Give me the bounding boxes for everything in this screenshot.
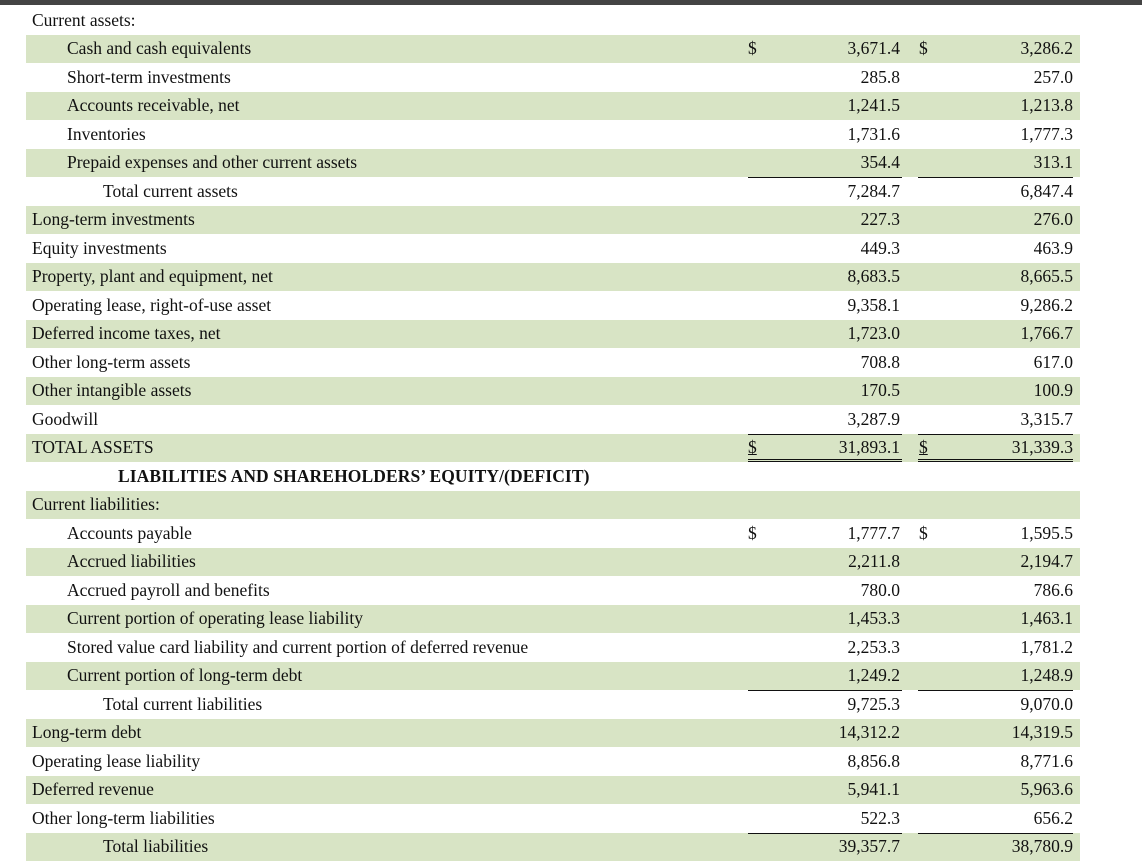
table-row-operating-lease-right-of-use-asset [26,291,1080,320]
row-label: Other long-term liabilities [32,804,215,833]
section-heading: LIABILITIES AND SHAREHOLDERS’ EQUITY/(DEFICIT) [118,462,590,491]
row-label: Operating lease, right-of-use asset [32,291,271,320]
row-label: Short-term investments [67,63,231,92]
row-label: Current portion of operating lease liability [67,605,363,634]
value-col1: 1,249.2 [770,662,900,691]
table-row-short-term-investments [26,63,1080,92]
row-label: Accrued payroll and benefits [67,576,270,605]
value-col1: 1,777.7 [770,519,900,548]
value-col2: 100.9 [939,377,1073,406]
table-row-other-long-term-liabilities [26,804,1080,833]
value-col1: 522.3 [770,804,900,833]
value-col1: 3,287.9 [770,405,900,434]
value-col2: 8,771.6 [939,747,1073,776]
subtotal-rule [748,690,902,691]
value-col1: 9,358.1 [770,291,900,320]
value-col2: 1,595.5 [939,519,1073,548]
currency-symbol-col2: $ [919,35,937,64]
currency-symbol-col1: $ [748,35,766,64]
balance-sheet-table [26,6,1080,861]
row-label: Accounts receivable, net [67,92,240,121]
row-label: Other intangible assets [32,377,191,406]
table-row-liabilities-and-shareholders-equity-deficit [26,462,1080,491]
row-label: Operating lease liability [32,747,200,776]
table-row-accrued-payroll-and-benefits [26,576,1080,605]
value-col2: 257.0 [939,63,1073,92]
value-col2: 3,286.2 [939,35,1073,64]
table-row-current-portion-of-long-term-debt [26,662,1080,691]
row-label: Total current liabilities [103,690,262,719]
row-label: Inventories [67,120,146,149]
row-label: Total liabilities [103,833,208,861]
value-col2: 2,194.7 [939,548,1073,577]
table-row-cash-and-cash-equivalents [26,35,1080,64]
table-row-total-assets [26,434,1080,463]
table-row-property-plant-and-equipment-net [26,263,1080,292]
table-row-goodwill [26,405,1080,434]
subtotal-rule [748,177,902,178]
value-col2: 276.0 [939,206,1073,235]
table-row-inventories [26,120,1080,149]
table-row-total-liabilities [26,833,1080,861]
value-col1: 9,725.3 [770,690,900,719]
row-label: Deferred income taxes, net [32,320,221,349]
value-col2: 3,315.7 [939,405,1073,434]
value-col1: 31,893.1 [770,434,900,463]
value-col2: 14,319.5 [939,719,1073,748]
table-row-other-intangible-assets [26,377,1080,406]
row-label: Property, plant and equipment, net [32,263,273,292]
currency-symbol-col2: $ [919,434,937,463]
value-col1: 2,211.8 [770,548,900,577]
table-row-current-portion-of-operating-lease-liability [26,605,1080,634]
currency-symbol-col1: $ [748,434,766,463]
subtotal-rule [918,177,1073,178]
row-label: Prepaid expenses and other current assets [67,149,357,178]
table-row-accounts-receivable-net [26,92,1080,121]
subtotal-rule [748,833,902,834]
value-col1: 8,856.8 [770,747,900,776]
subtotal-rule [918,690,1073,691]
value-col2: 617.0 [939,348,1073,377]
row-label: Other long-term assets [32,348,190,377]
value-col1: 2,253.3 [770,633,900,662]
table-row-current-liabilities [26,491,1080,520]
table-row-total-current-assets [26,177,1080,206]
value-col1: 354.4 [770,149,900,178]
table-row-operating-lease-liability [26,747,1080,776]
value-col2: 5,963.6 [939,776,1073,805]
table-row-current-assets [26,6,1080,35]
row-label: Equity investments [32,234,167,263]
value-col2: 9,286.2 [939,291,1073,320]
table-row-long-term-debt [26,719,1080,748]
row-label: Accrued liabilities [67,548,196,577]
row-label: Goodwill [32,405,98,434]
value-col2: 463.9 [939,234,1073,263]
table-row-long-term-investments [26,206,1080,235]
row-label: TOTAL ASSETS [32,434,154,463]
value-col1: 449.3 [770,234,900,263]
value-col1: 1,453.3 [770,605,900,634]
value-col1: 708.8 [770,348,900,377]
subtotal-rule [918,434,1073,435]
table-row-total-current-liabilities [26,690,1080,719]
value-col2: 1,248.9 [939,662,1073,691]
table-row-stored-value-card-liability-and-current-portion-of [26,633,1080,662]
value-col2: 8,665.5 [939,263,1073,292]
row-label: Total current assets [103,177,238,206]
row-label: Long-term investments [32,206,195,235]
row-label: Accounts payable [67,519,192,548]
value-col1: 5,941.1 [770,776,900,805]
value-col2: 9,070.0 [939,690,1073,719]
value-col1: 227.3 [770,206,900,235]
subtotal-rule [918,833,1073,834]
value-col1: 1,731.6 [770,120,900,149]
value-col2: 1,213.8 [939,92,1073,121]
value-col1: 285.8 [770,63,900,92]
row-label: Deferred revenue [32,776,154,805]
value-col1: 3,671.4 [770,35,900,64]
value-col2: 1,781.2 [939,633,1073,662]
value-col2: 1,777.3 [939,120,1073,149]
top-border [0,0,1142,5]
subtotal-rule [748,434,902,435]
row-label: Current portion of long-term debt [67,662,302,691]
table-row-deferred-revenue [26,776,1080,805]
value-col2: 786.6 [939,576,1073,605]
value-col1: 7,284.7 [770,177,900,206]
row-label: Current assets: [32,6,136,35]
table-row-other-long-term-assets [26,348,1080,377]
row-label: Current liabilities: [32,491,160,520]
value-col1: 39,357.7 [770,833,900,861]
currency-symbol-col2: $ [919,519,937,548]
value-col1: 1,723.0 [770,320,900,349]
value-col2: 656.2 [939,804,1073,833]
value-col1: 170.5 [770,377,900,406]
value-col2: 31,339.3 [939,434,1073,463]
value-col2: 38,780.9 [939,833,1073,861]
value-col2: 1,463.1 [939,605,1073,634]
table-row-accounts-payable [26,519,1080,548]
table-row-deferred-income-taxes-net [26,320,1080,349]
value-col2: 1,766.7 [939,320,1073,349]
value-col2: 6,847.4 [939,177,1073,206]
value-col1: 1,241.5 [770,92,900,121]
row-label: Long-term debt [32,719,141,748]
currency-symbol-col1: $ [748,519,766,548]
row-label: Cash and cash equivalents [67,35,251,64]
table-row-prepaid-expenses-and-other-current-assets [26,149,1080,178]
value-col2: 313.1 [939,149,1073,178]
table-row-accrued-liabilities [26,548,1080,577]
row-label: Stored value card liability and current portion of deferred revenue [67,633,528,662]
table-row-equity-investments [26,234,1080,263]
value-col1: 780.0 [770,576,900,605]
value-col1: 8,683.5 [770,263,900,292]
value-col1: 14,312.2 [770,719,900,748]
